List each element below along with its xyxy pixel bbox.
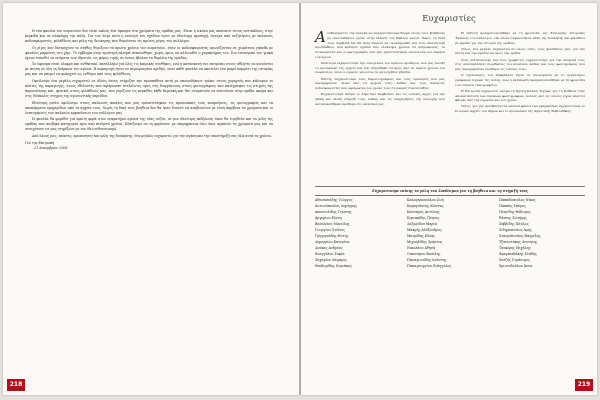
left-paragraph: Ιδιαίτερη μνεία οφείλουμε στους παλαιούς παίκτες που μας εμπιστεύτηκαν τις προσωπικές τους αναμνήσεις, τις φωτογραφίες και τα αποκόμματα εφημερίδων από τα αρχεία τους. Χωρίς τη δική τους βοήθεια δεν θα ήταν δυνατό να αναβιώσουν με τόση ακρίβεια τα χρώματα και οι λεπτομέρειες των παλαιών εμφανίσεων του συλλόγου μας. — [25, 100, 273, 115]
ack-paragraph: Τέλος, για την πρόσβαση στα παλαιά φύλλα των εφημερίδων ευχαριστούμε το Ιστορικό Αρχείο του Δήμου και το προσωπικό της Δημοτικής Βιβλιοθήκης. — [455, 104, 585, 114]
member-name: Λαζαρίδου Μαρία — [407, 222, 437, 226]
member-name: Σταυρόπουλος Βαγγέλης — [499, 234, 541, 238]
member-name: Αντωνόπουλος Δημήτρης — [315, 204, 358, 208]
member-name: Βασιλείου Μανώλης — [315, 222, 350, 226]
member-name: Χριστοδούλου Άννα — [499, 264, 533, 268]
page-number-left: 218 — [7, 379, 25, 391]
member-name: Ζαχαρίου Λάμπρος — [315, 258, 347, 262]
ack-paragraph: Επίσης ευχαριστούμε τους δημοσιογράφους και τους ερευνητές που μας παραχώρησαν υλικό από τα αρχεία τους, καθώς και τους παλαιούς ποδοσφαιριστές που αφιέρωσαν τον χρόνο τους σε μακρές συνεντεύξεις. — [315, 76, 445, 91]
drop-cap: Α — [315, 28, 326, 46]
page-title: Ευχαριστίες — [422, 14, 476, 24]
member-name: Κυριακίδης Πέτρος — [407, 216, 440, 220]
ack-paragraph: Ιδιαίτερα ευχαριστούμε την οικογένεια του πρώτου προέδρου, που μας άνοιξε το προσωπικό της αρχείο και μας διηγήθηκε ιστορίες από τα πρώτα χρόνια του σωματείου, όταν οι αγώνες γίνονταν σε αυτοσχέδια γήπεδα. — [315, 60, 445, 75]
member-name: Τζαννετάκης Λευτέρης — [499, 240, 538, 244]
member-name: Καραγιάννης Κώστας — [407, 204, 444, 208]
ack-first-text: ισθανόμαστε την ανάγκη να ευχαριστήσουμε θερμά όλους όσοι βοήθησαν με οποιονδήποτε τρόπο στην έκδοση του βιβλίου αυτού. Χωρίς τη δική τους συμβολή δεν θα ήταν δυνατό να ολοκληρωθεί μια τόσο απαιτητική προσπάθεια, που κράτησε σχεδόν δύο ολόκληρα χρόνια. Οι πληροφορίες, τα ντοκουμέντα και οι φωτογραφίες που μας εμπιστεύτηκαν αποτελούν τον πυρήνα του έργου. — [315, 31, 445, 59]
member-name: Παπαδόπουλος Νίκος — [499, 198, 536, 202]
left-paragraph: Οφείλουμε ένα μεγάλο ευχαριστώ σε όλους όσους στήριξαν την προσπάθεια αυτή με οποιονδήποτε τρόπο: στους χορηγούς που κάλυψαν το κόστος της παραγωγής, στους εθελοντές που αφιέρωσαν ατελείωτες ώρες στη διοργάνωση, στους φωτογράφους που κατέγραψαν τις στιγμές της παρουσίασης και, φυσικά, στους φιλάθλους μας, που γεμίζουν τις κερκίδες κάθε Κυριακή και δεν σταματούν να πιστεύουν στην ομάδα ακόμα και στις δύσκολες στιγμές της αγωνιστικής περιόδου. — [25, 78, 273, 99]
signature-block — [25, 141, 273, 151]
member-list-heading: Ευχαριστούμε επίσης τα μέλη του Συνδέσμου για τη βοήθεια και τη στήριξή τους — [372, 189, 528, 193]
member-name: Γεωργίου Στέλιος — [315, 228, 345, 232]
member-name: Παππάς Σπύρος — [499, 204, 526, 208]
member-name: Γρηγοριάδης Φώτης — [315, 234, 349, 238]
ack-paragraph: Ευχαριστούμε ακόμα το Δημοτικό Συμβούλιο και τις τοπικές αρχές για την ηθική και υλική στήριξή τους, καθώς και τις επιχειρήσεις της περιοχής που ανταποκρίθηκαν πρόθυμα στο κάλεσμά μας. — [315, 92, 445, 106]
left-page — [3, 3, 299, 395]
member-name: Καλογεροπούλου Ζωή — [407, 198, 444, 202]
left-paragraph: Από όλους μας, παίκτες, προπονητές και μέλη της διοίκησης, ένα μεγάλο ευχαριστώ για την αγάπη και την υποστήριξή σας όλα αυτά τα χρόνια. — [32, 133, 272, 138]
member-names-grid — [315, 198, 585, 269]
member-name: Παναγιωτίδης Ιωάννης — [407, 258, 447, 262]
ack-paragraph: Ο σχεδιασμός του εξωφύλλου έγινε σε συνεργασία με το εργαστήριο γραφικών τεχνών της πόλης, ενώ η εκτύπωση πραγματοποιήθηκε με τη φροντίδα του τοπικού τυπογραφείου. — [455, 73, 585, 87]
member-name: Θεοδωρίδης Κυριάκος — [315, 264, 352, 268]
member-name: Τσακίρης Μιχάλης — [499, 246, 531, 250]
page-number-right: 219 — [575, 379, 593, 391]
right-page — [301, 3, 597, 395]
member-name: Χατζής Γεράσιμος — [499, 258, 530, 262]
signature-date: 21 Δεκεμβρίου 2006 — [34, 145, 68, 150]
member-name: Σιδηρόπουλος Άρης — [499, 228, 532, 232]
divider-top — [315, 186, 585, 187]
member-name: Οικονόμου Βασίλης — [407, 252, 441, 256]
member-name: Πετρίδης Θόδωρος — [499, 210, 531, 214]
left-paragraph: Η νέα φανέλα του σωματείου δεν είναι απλώς ένα ύφασμα στα χρώματα της ομάδας μας. Είναι η εικόνα μας απέναντι στους αντιπάλους, στην κερκίδα και σε ολόκληρη την πόλη. Για τον λόγο αυτό η επιλογή του σχεδίου έγινε με ιδιαίτερη προσοχή, ύστερα από συζητήσεις με παλαιούς ποδοσφαιριστές, φιλάθλους και μέλη της διοίκησης που θυμούνται τις πρώτες μέρες του συλλόγου. — [25, 29, 273, 44]
member-name: Μακρής Αλέξανδρος — [407, 228, 442, 232]
left-paragraph: Οι ρίγες που διατρέχουν το στήθος θυμίζουν τα πρώτα χρόνια του σωματείου, όταν οι ποδοσφαιριστές αγωνίζονταν σε χωμάτινα γήπεδα με φανέλες ραμμένες στο χέρι. Το έμβλημα στην αριστερή πλευρά ανανεώθηκε, χωρίς όμως να αλλοιωθεί ο χαρακτήρας του. Στο εσωτερικό του γιακά έχουν τυπωθεί τα ονόματα των ιδρυτών, ως φόρος τιμής σε όσους έβαλαν τα θεμέλια της ομάδας. — [25, 45, 273, 60]
member-name: Αθανασιάδης Γιώργος — [315, 198, 353, 202]
member-name: Δημητρίου Κατερίνα — [315, 240, 350, 244]
signature: Για την Επιτροπή — [25, 140, 55, 145]
member-name: Ευαγγέλου Σοφία — [315, 252, 345, 256]
member-name: Σαββίδης Παύλος — [499, 222, 529, 226]
ack-paragraph — [315, 28, 445, 60]
left-paragraph: Η φανέλα θα φορεθεί για πρώτη φορά στον εναρκτήριο αγώνα της νέας σεζόν, σε μια ιδιαίτερη εκδήλωση όπου θα τιμηθούν και τα μέλη της ομάδας που ανέβηκε κατηγορία πριν από πενήντα χρόνια. Ελπίζουμε να τη φορέσουν με υπερηφάνεια όλοι όσοι αγαπούν τα χρώματά μας και να συνεχίσουν να μας στηρίζουν με τον ίδιο ενθουσιασμό. — [25, 117, 273, 132]
acknowledgements-text — [315, 28, 585, 183]
member-name: Αργυρίου Ελένη — [315, 216, 342, 220]
left-paragraph: Το ύφασμα είναι ελαφρύ και ανθεκτικό, κατάλληλο για όλες τις καιρικές συνθήκες, ενώ η κατασκευή του επιτρέπει στους αθλητές να κινούνται με άνεση σε όλη τη διάρκεια του αγώνα. Η παραγωγή έγινε σε περιορισμένο αριθμό, ώστε κάθε φανέλα να αποτελεί ένα μικρό κομμάτι της ιστορίας μας και να μπορεί να φυλαχτεί ως ενθύμιο από τους φιλάθλους. — [25, 62, 273, 77]
member-name: Ράπτης Σωτήρης — [499, 216, 527, 220]
divider-bottom — [315, 195, 585, 196]
member-name: Παπαγεωργίου Ευάγγελος — [407, 264, 452, 268]
left-page-body — [25, 29, 273, 153]
member-name: Μαυρίδης Ηλίας — [407, 234, 436, 238]
member-name: Κατσαρός Αντώνης — [407, 210, 440, 214]
ack-paragraph: Η Επιτροπή ευχαριστεί ακόμα τη Σχολή Καλών Τεχνών για τη βοήθεια στην αποκατάσταση των παλαιών φωτογραφιών, πολλές από τις οποίες είχαν υποστεί φθορές από την υγρασία και τον χρόνο. — [455, 88, 585, 103]
ack-paragraph: Η έκδοση πραγματοποιήθηκε με τη φροντίδα της Επιτροπής Ιστορικής Έρευνας του συλλόγου, την οποία συγκρότησαν μέλη της διοίκησης και φίλαθλοι με μεράκι για την ιστορία της ομάδας. — [455, 31, 585, 45]
member-name: Αποστολίδης Γιάννης — [315, 210, 352, 214]
member-name: Νικολάου Αθηνά — [407, 246, 436, 250]
member-name: Δούκας Ανδρέας — [315, 246, 343, 250]
ack-paragraph: Τέλος, ένα μεγάλο ευχαριστώ σε όλους εσάς, τους φιλάθλους μας, για την πίστη και την αγάπη σας προς την ομάδα. — [455, 46, 585, 56]
ack-paragraph: Τους σελιδοποιούς και τους γραφίστες ευχαριστούμε για την υπομονή τους στις αλλεπάλληλες διορθώσεις του κειμένου, καθώς και τους φωτογράφους που μας παραχώρησαν ελεύθερα τις εικόνες τους. — [455, 57, 585, 72]
member-name: Φραγκιαδάκης Στάθης — [499, 252, 537, 256]
member-name: Μιχαηλίδης Χρήστος — [407, 240, 443, 244]
